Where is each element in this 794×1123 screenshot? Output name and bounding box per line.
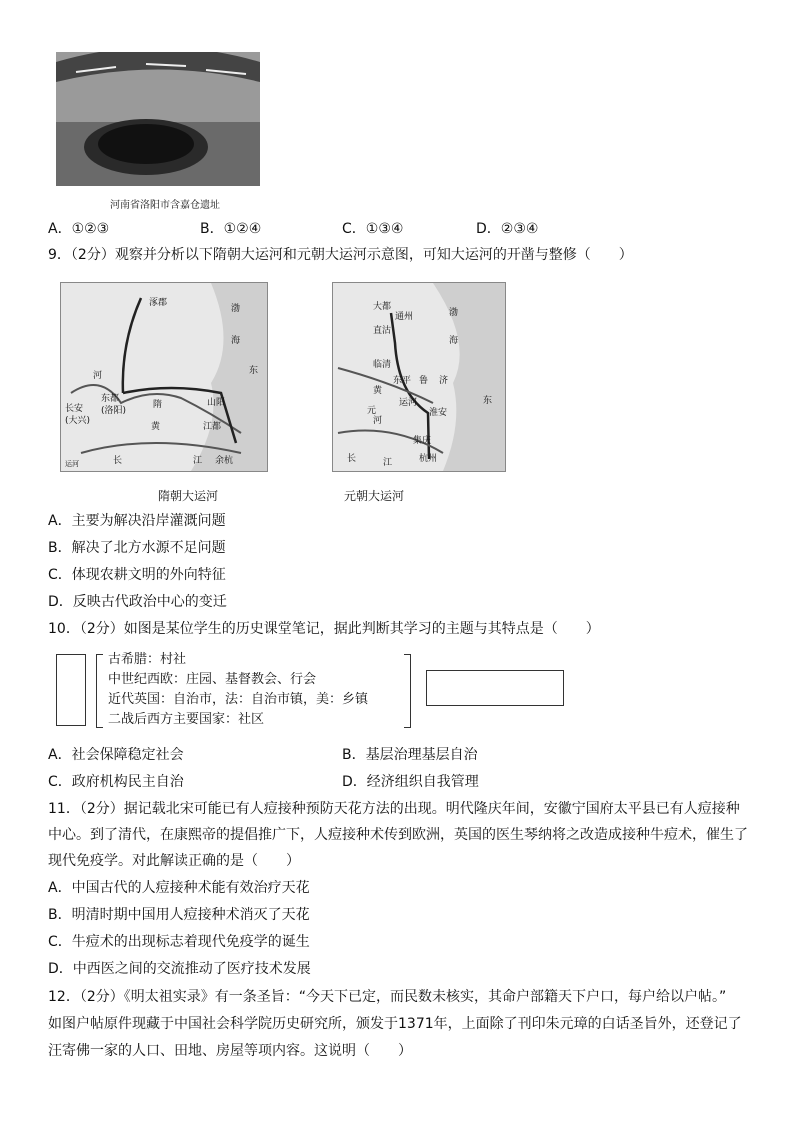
q8-option-b[interactable]: B．①②④: [200, 221, 262, 237]
q8-option-c[interactable]: C．①③④: [342, 221, 404, 237]
q12-stem-line: 12．（2分）《明太祖实录》有一条圣旨：“今天下已定，而民数未核实，其命户部籍天下户口，每户给以户帖。”: [48, 989, 727, 1005]
map2-label: 黄: [373, 386, 383, 396]
yuan-map-caption: 元朝大运河: [344, 489, 405, 503]
q10-option-c[interactable]: C．政府机构民主自治: [48, 774, 184, 790]
q10-option-d[interactable]: D．经济组织自我管理: [342, 774, 479, 790]
q11-option-c[interactable]: C．牛痘术的出现标志着现代免疫学的诞生: [48, 934, 310, 950]
map2-label: 长: [347, 454, 357, 464]
q9-stem: 9．（2分）观察并分析以下隋朝大运河和元朝大运河示意图，可知大运河的开凿与整修（ ）: [48, 247, 633, 263]
map2-label: 通州: [395, 312, 414, 322]
map1-label: 东都: [101, 394, 120, 404]
class-notes: [108, 650, 368, 730]
q11-stem-line: 现代免疫学。对此解读正确的是（ ）: [48, 853, 300, 869]
q11-option-b[interactable]: B．明清时期中国用人痘接种术消灭了天花: [48, 907, 310, 923]
photo-caption: 河南省洛阳市含嘉仓遗址: [110, 200, 220, 211]
map2-label: 淮安: [429, 408, 448, 418]
note-line: 中世纪西欧：庄园、基督教会、行会: [108, 672, 317, 687]
map2-label: 鲁: [419, 376, 429, 386]
map1-label: 河: [93, 371, 103, 381]
q11-option-a[interactable]: A．中国古代的人痘接种术能有效治疗天花: [48, 880, 310, 896]
map1-label: 海: [231, 336, 241, 346]
right-bracket: [404, 654, 411, 728]
q10-option-a[interactable]: A．社会保障稳定社会: [48, 747, 184, 763]
map1-label: 余杭: [215, 456, 234, 466]
map2-label: 济: [439, 376, 449, 386]
q9-option-a[interactable]: A．主要为解决沿岸灌溉问题: [48, 513, 226, 529]
map2-label: 大都: [373, 302, 392, 312]
q9-option-d[interactable]: D．反映古代政治中心的变迁: [48, 594, 227, 610]
map2-label: 河: [373, 416, 383, 426]
map1-legend: 运河: [65, 460, 79, 468]
map1-label: 隋: [153, 400, 163, 410]
map2-label: 渤: [449, 308, 459, 318]
map2-label: 集庆: [413, 436, 432, 446]
q9-option-c[interactable]: C．体现农耕文明的外向特征: [48, 567, 226, 583]
blank-feature-box: [426, 670, 564, 706]
map1-label: 江都: [203, 422, 222, 432]
left-bracket: [96, 654, 103, 728]
q10-stem: 10．（2分）如图是某位学生的历史课堂笔记，据此判断其学习的主题与其特点是（ ）: [48, 621, 600, 637]
note-line: 古希腊：村社: [108, 652, 187, 667]
blank-theme-box: [56, 654, 86, 726]
map1-label: (洛阳): [101, 406, 127, 416]
map2-label: 元: [367, 406, 377, 416]
note-line: 近代英国：自治市，法：自治市镇，美：乡镇: [108, 692, 369, 707]
q11-stem-line: 11．（2分）据记载北宋可能已有人痘接种预防天花方法的出现。明代隆庆年间，安徽宁国府太平县已有人痘接种: [48, 801, 740, 817]
q12-stem-line: 如图户帖原件现藏于中国社会科学院历史研究所，颁发于1371年，上面除了刊印朱元璋的白话圣旨外，还登记了: [48, 1016, 742, 1032]
map2-label: 杭州: [419, 454, 438, 464]
q11-stem-line: 中心。到了清代，在康熙帝的提倡推广下，人痘接种术传到欧洲，英国的医生琴纳将之改造成接种牛痘术，催生了: [48, 827, 748, 843]
map1-label: 渤: [231, 304, 241, 314]
map2-label: 东平: [393, 376, 412, 386]
q9-option-b[interactable]: B．解决了北方水源不足问题: [48, 540, 226, 556]
note-line: 二战后西方主要国家：社区: [108, 712, 265, 727]
sui-map-caption: 隋朝大运河: [158, 489, 219, 503]
map2-label: 海: [449, 336, 459, 346]
q8-option-d[interactable]: D．②③④: [476, 221, 539, 237]
q11-option-d[interactable]: D．中西医之间的交流推动了医疗技术发展: [48, 961, 311, 977]
map2-label: 江: [383, 458, 393, 468]
sui-canal-map: [60, 282, 268, 472]
map2-label: 运河: [399, 398, 418, 408]
map1-label: 江: [193, 456, 203, 466]
map1-label: 涿郡: [149, 298, 168, 308]
q8-option-a[interactable]: A．①②③: [48, 221, 110, 237]
q10-option-b[interactable]: B．基层治理基层自治: [342, 747, 478, 763]
yuan-canal-map: [332, 282, 506, 472]
map2-label: 东: [483, 396, 493, 406]
map1-label: 长安: [65, 404, 84, 414]
map2-label: 直沽: [373, 326, 392, 336]
map1-label: 东: [249, 366, 259, 376]
granary-photo-illustration: [56, 52, 260, 186]
map1-label: (大兴): [65, 416, 91, 426]
granary-site-photo: [56, 52, 260, 186]
map2-label: 临清: [373, 360, 392, 370]
map1-label: 山阳: [207, 398, 226, 408]
map1-label: 长: [113, 456, 123, 466]
map1-label: 黄: [151, 422, 161, 432]
q12-stem-line: 汪寄佛一家的人口、田地、房屋等项内容。这说明（ ）: [48, 1043, 412, 1059]
